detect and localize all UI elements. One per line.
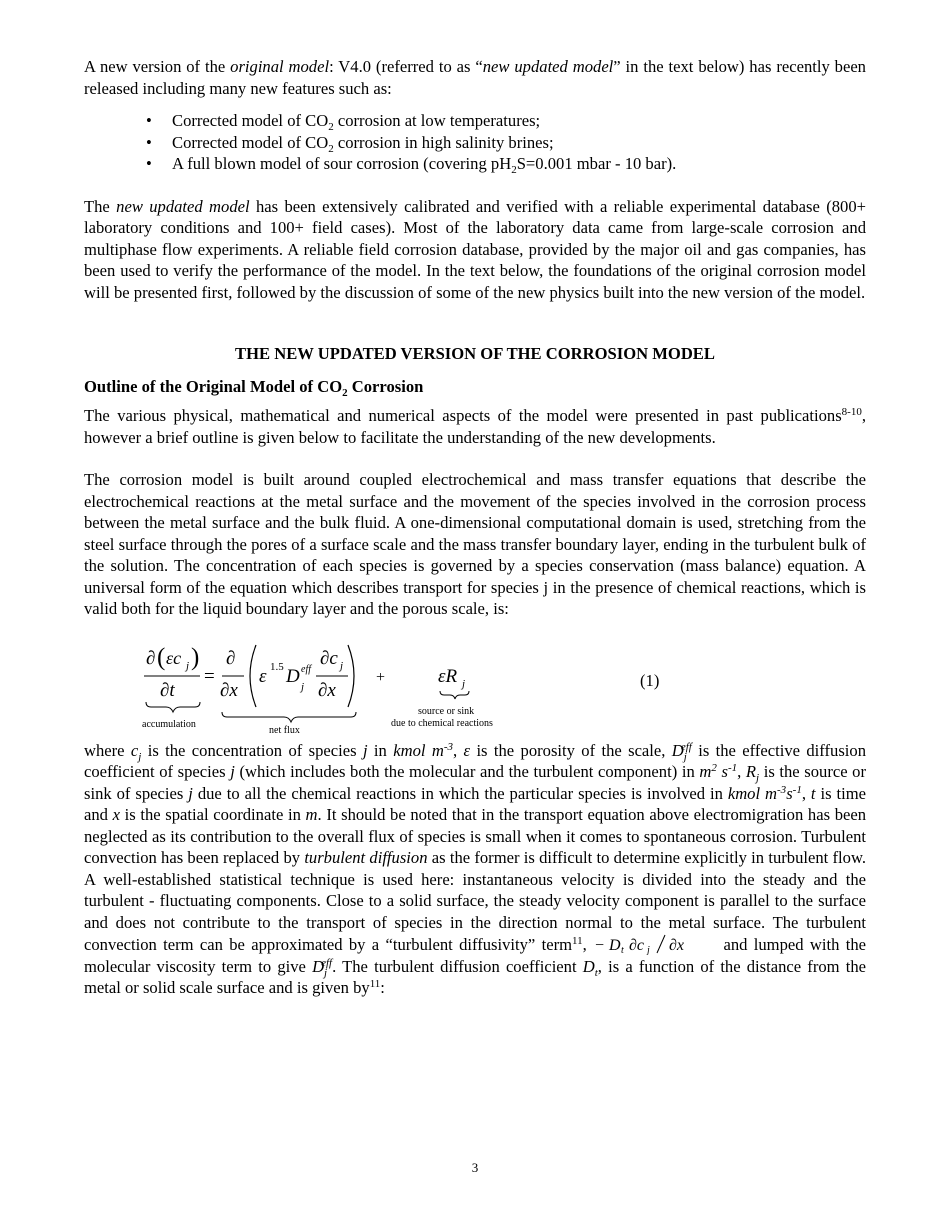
svg-text:j: j — [340, 659, 344, 672]
svg-text:∂c: ∂c — [320, 647, 338, 669]
svg-text:∂x: ∂x — [669, 937, 685, 954]
svg-text:D: D — [286, 665, 300, 687]
svg-text:−: − — [595, 937, 605, 954]
page-content — [84, 56, 866, 999]
intro-paragraph-1: A new version of the original model: V4.0 (referred to as “new updated model” in the text below) has recently been released including many new features such as: — [84, 57, 866, 98]
svg-text:j: j — [462, 677, 466, 690]
source-sink-label: source or sink — [418, 705, 475, 717]
svg-text:εR: εR — [438, 665, 458, 687]
svg-text:D: D — [609, 937, 621, 954]
svg-text:∂c: ∂c — [629, 937, 645, 954]
svg-text:∂: ∂ — [146, 647, 156, 669]
svg-text:∂: ∂ — [226, 647, 236, 669]
net-flux-label: net flux — [269, 724, 300, 736]
svg-text:(: ( — [157, 643, 166, 671]
turbulent-flux-term — [593, 935, 717, 954]
svg-text:=: = — [204, 665, 215, 687]
turbulent-flux-expression — [593, 933, 717, 955]
list-item: • A full blown model of sour corrosion (covering $pH_2S=0.001$ mbar - 10 bar). — [146, 153, 866, 175]
equation-number: (1) — [640, 670, 660, 690]
svg-text:j: j — [647, 945, 650, 955]
porosity-exponent: 1.5 — [270, 660, 284, 673]
svg-text:∂x: ∂x — [318, 679, 336, 701]
species-conservation-equation — [84, 632, 844, 736]
list-item: • Corrected model of $CO_2$ corrosion in high salinity brines; — [146, 132, 866, 154]
subsection-title: Outline of the Original Model of $CO_2$ Corrosion — [84, 376, 424, 399]
section-title: THE NEW UPDATED VERSION OF THE CORROSION MODEL — [235, 344, 715, 363]
svg-text:t: t — [621, 945, 624, 955]
accumulation-label: accumulation — [142, 718, 196, 730]
chemical-reactions-label: due to chemical reactions — [391, 717, 493, 729]
svg-text:∂t: ∂t — [160, 679, 175, 701]
model-description-paragraph: The corrosion model is built around coupled electrochemical and mass transfer equations that describe the electrochemical reactions at the metal surface and the movement of the species involved in the corrosion process between the metal surface and the bulk fluid. A one-dimensional computational domain is used, stretching from the steel surface through the pores of a surface scale and the mass transfer boundary layer, ending in the turbulent bulk of the solution. The concentration of each species is governed by a species conservation (mass balance) equation. A universal form of the equation which describes transport for species j in the presence of chemical reactions, which is valid both for the liquid boundary layer and the porous scale, is: — [84, 470, 866, 618]
list-item: • Corrected model of $CO_2$ corrosion at low temperatures; — [146, 110, 866, 132]
svg-text:εc: εc — [166, 647, 182, 668]
where-paragraph: where $c_j$ is the concentration of species j in kmol $m^{-3}$, ε is the porosity of the scale, $D_j^{eff}$ is the effective diffusion coefficient of species j (which includes both the molecular and the turbulent component) in $m^2$ $s^{-1}$, $R_j$ is the source or sink of species j due to all the chemical reactions in which the particular species is involved in kmol $m^{-3}s^{-1}$, t is time and x is the spatial coordinate in m. It should be noted that in the transport equation above electromigration has been neglected as its contribution to the overall flux of species is small when it comes to spontaneous corrosion. Turbulent convection has been replaced by turbulent diffusion as the former is difficult to determine explicitly in turbulent flow. A well-established statistical technique is used here: instantaneous velocity is divided into the steady and the turbulent - fluctuating components. Close to a solid surface, the steady velocity component is parallel to the surface and does not contribute to the transport of species in the direction normal to the metal surface. The turbulent convection term can be approximated by a “turbulent diffusivity” term$^{11}$, − D t ∂c j ∂x and lumped with the molecular viscosity term to give $D_j^{eff}$. The turbulent diffusion coefficient $D_t$, is a function of the distance from the metal or solid scale surface and is given $by^{11}$: — [84, 740, 867, 997]
effective-superscript: eff — [301, 663, 311, 675]
equation-1 — [84, 632, 866, 736]
plus-sign: + — [376, 668, 386, 686]
svg-text:): ) — [191, 643, 200, 671]
page-number: 3 — [471, 1160, 479, 1175]
svg-text:ε: ε — [259, 665, 267, 687]
outline-paragraph: The various physical, mathematical and numerical aspects of the model were presented in past publications$^{8-10}$, however a brief outline is given below to facilitate the understanding of the new developments. — [84, 406, 866, 447]
svg-text:∂x: ∂x — [220, 679, 238, 701]
svg-text:j: j — [186, 659, 190, 672]
svg-text:j: j — [301, 680, 305, 693]
intro-paragraph-2: The new updated model has been extensively calibrated and verified with a reliable experimental database (800+ laboratory conditions and 100+ field cases). Most of the laboratory data came from large-scale corrosion and multiphase flow experiments. A reliable field corrosion database, provided by the major oil and gas companies, has been used to verify the performance of the model. In the text below, the foundations of the original corrosion model will be presented first, followed by the discussion of some of the new physics built into the new version of the model. — [84, 196, 867, 302]
feature-list — [84, 110, 866, 175]
